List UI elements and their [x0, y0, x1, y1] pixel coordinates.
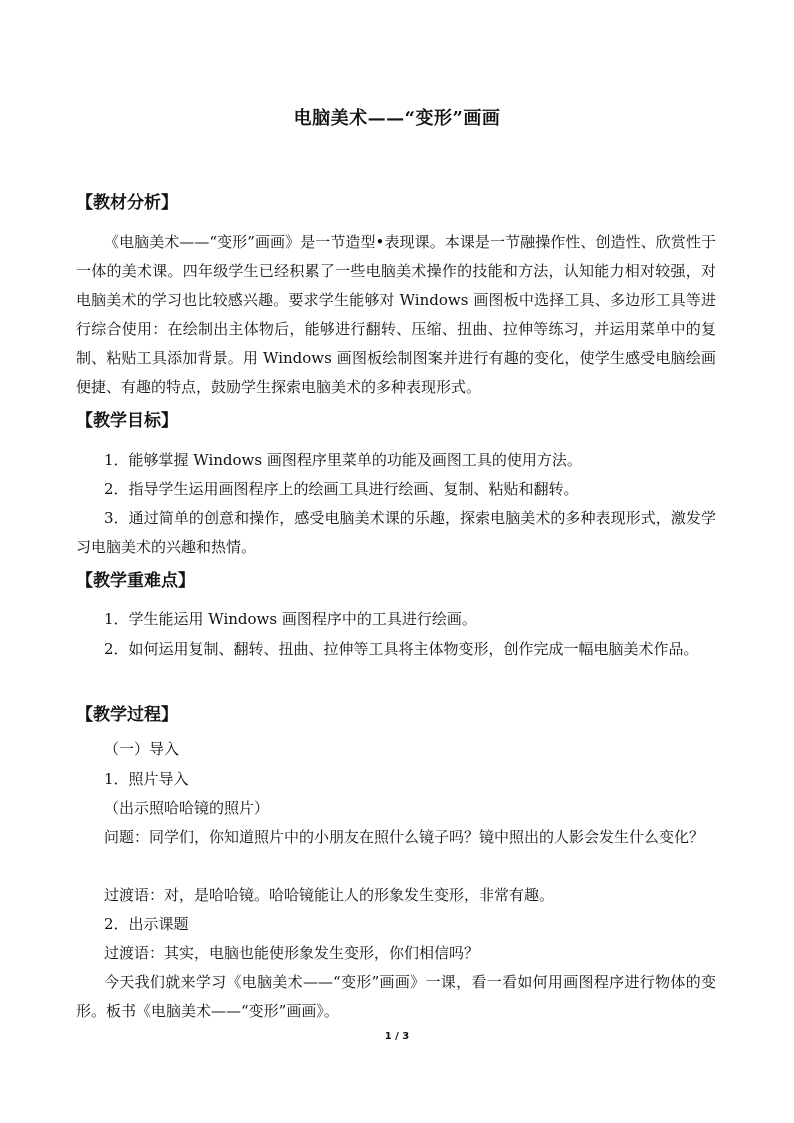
section-heading-process: 【教学过程】: [76, 705, 178, 725]
process-line-topic: 2．出示课题: [104, 915, 189, 933]
document-title: 电脑美术——“变形”画画: [293, 108, 501, 129]
goal-item-1: 1．能够掌握 Windows 画图程序里菜单的功能及画图工具的使用方法。: [104, 451, 582, 469]
process-line-today: 今天我们就来学习《电脑美术——“变形”画画》一课，看一看如何用画图程序进行物体的变形。板书《电脑美术——“变形”画画》。: [76, 973, 716, 1020]
process-line-show-photo: （出示照哈哈镜的照片）: [104, 799, 270, 817]
process-line-question: 问题：同学们，你知道照片中的小朋友在照什么镜子吗？镜中照出的人影会发生什么变化？: [104, 828, 705, 846]
goal-item-2: 2．指导学生运用画图程序上的绘画工具进行绘画、复制、粘贴和翻转。: [104, 480, 579, 498]
process-line-transition-2: 过渡语：其实，电脑也能使形象发生变形，你们相信吗？: [104, 944, 480, 962]
process-line-intro: （一）导入: [104, 740, 180, 758]
keypoint-item-1: 1．学生能运用 Windows 画图程序中的工具进行绘画。: [104, 610, 477, 628]
goal-item-3: 3．通过简单的创意和操作，感受电脑美术课的乐趣，探索电脑美术的多种表现形式，激发学习电脑美术的兴趣和热情。: [76, 509, 716, 556]
process-line-photo: 1．照片导入: [104, 770, 189, 788]
process-line-transition-1: 过渡语：对，是哈哈镜。哈哈镜能让人的形象发生变形，非常有趣。: [104, 886, 555, 904]
section-heading-analysis: 【教材分析】: [76, 193, 178, 213]
section-heading-goals: 【教学目标】: [76, 411, 178, 431]
page-number: 1 / 3: [384, 1031, 410, 1042]
keypoint-item-2: 2．如何运用复制、翻转、扭曲、拉伸等工具将主体物变形，创作完成一幅电脑美术作品。: [104, 640, 699, 658]
section-heading-keypoints: 【教学重难点】: [76, 571, 195, 591]
analysis-paragraph: 《电脑美术——“变形”画画》是一节造型•表现课。本课是一节融操作性、创造性、欣赏性于一体的美术课。四年级学生已经积累了一些电脑美术操作的技能和方法，认知能力相对较强，对电脑美术的学习也比较感兴趣。要求学生能够对 Windows 画图板中选择工具、多边形工具等进行综合使用：在绘制出主体物后，能够进行翻转、压缩、扭曲、拉伸等练习，并运用菜单中的复制、粘贴工具添加背景。用 Windows 画图板绘制图案并进行有趣的变化，使学生感受电脑绘画便捷、有趣的特点，鼓励学生探索电脑美术的多种表现形式。: [76, 233, 716, 396]
